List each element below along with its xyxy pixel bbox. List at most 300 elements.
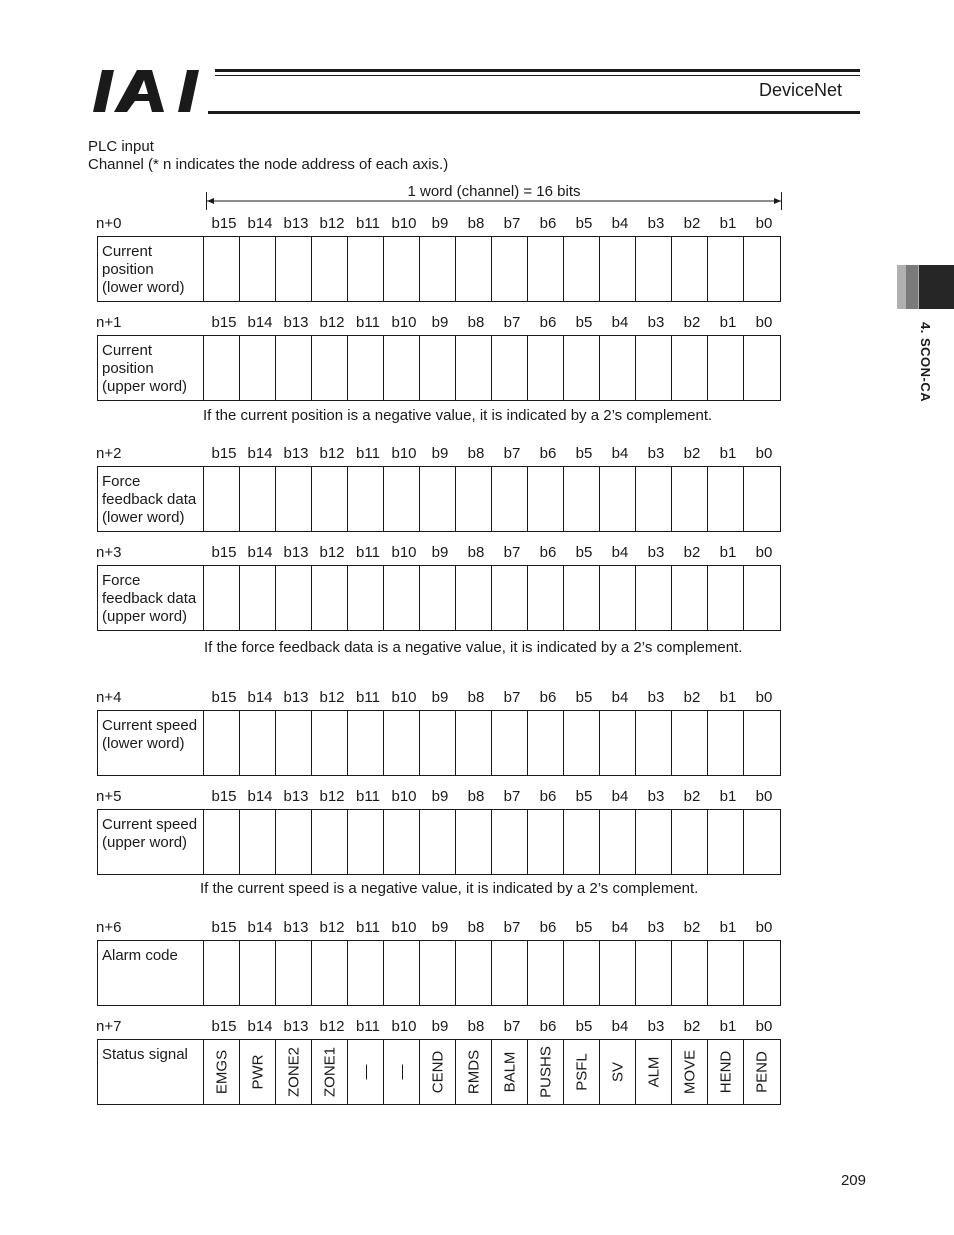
register-label: n+1	[96, 314, 122, 331]
bit-cell	[348, 566, 384, 630]
register-description-line: Current speed	[102, 717, 198, 734]
bit-label: b8	[467, 788, 485, 805]
bit-cell	[420, 467, 456, 531]
page-number: 209	[840, 1172, 866, 1189]
bit-label: b2	[683, 919, 701, 936]
bit-cell	[528, 566, 564, 630]
bit-label: b13	[283, 788, 309, 805]
bit-label: b10	[391, 445, 417, 462]
bit-cell	[744, 566, 780, 630]
bit-label: b13	[283, 544, 309, 561]
bit-label: b12	[319, 445, 345, 462]
bit-cell	[204, 1040, 240, 1104]
bit-cell	[420, 566, 456, 630]
bit-cell	[384, 336, 420, 400]
status-signal-label: MOVE	[681, 1049, 698, 1095]
bit-label: b4	[611, 544, 629, 561]
register-label: n+0	[96, 215, 122, 232]
bit-cell	[708, 467, 744, 531]
register-row	[97, 809, 781, 875]
bit-cell	[312, 566, 348, 630]
bit-label: b11	[356, 314, 380, 331]
register-description	[98, 336, 204, 400]
bit-cell	[204, 336, 240, 400]
bit-label: b8	[467, 919, 485, 936]
bit-cell	[384, 566, 420, 630]
bit-label: b0	[755, 544, 773, 561]
status-signal-label: EMGS	[213, 1049, 230, 1095]
register-description-line: Current	[102, 342, 153, 359]
bit-cell	[276, 941, 312, 1005]
bit-label: b2	[683, 314, 701, 331]
header-rule-thin	[215, 75, 860, 76]
bit-cell	[492, 1040, 528, 1104]
bit-cell	[456, 336, 492, 400]
bit-cell	[708, 336, 744, 400]
bit-label: b6	[539, 445, 557, 462]
status-signal-label: PEND	[753, 1051, 771, 1093]
bit-cell	[420, 1040, 456, 1104]
bit-cell	[276, 336, 312, 400]
bit-label: b13	[283, 689, 309, 706]
bit-cell	[672, 810, 708, 874]
bit-header-row	[206, 544, 782, 562]
bit-header-row	[206, 445, 782, 463]
bit-label: b0	[755, 445, 773, 462]
status-signal-label: SV	[609, 1061, 626, 1083]
bit-cell	[708, 566, 744, 630]
bit-cell	[744, 467, 780, 531]
bit-label: b0	[755, 1018, 773, 1035]
bit-cell	[528, 237, 564, 301]
bit-label: b14	[247, 689, 273, 706]
register-label: n+7	[96, 1018, 122, 1035]
bit-label: b10	[391, 788, 417, 805]
register-description-line: Status signal	[102, 1046, 188, 1063]
register-row	[97, 710, 781, 776]
bit-cell	[276, 467, 312, 531]
bit-cell	[276, 566, 312, 630]
bit-cell	[492, 336, 528, 400]
bit-header-row	[206, 215, 782, 233]
register-row	[97, 335, 781, 401]
bit-cell	[564, 1040, 600, 1104]
register-description-line: position	[102, 360, 154, 377]
status-signal-label: PUSHS	[537, 1046, 554, 1098]
bit-cell	[636, 237, 672, 301]
register-row	[97, 236, 781, 302]
bit-cell	[240, 467, 276, 531]
iai-logo	[92, 66, 212, 116]
bit-cell	[312, 711, 348, 775]
bit-cell	[312, 467, 348, 531]
bit-cell	[348, 237, 384, 301]
bit-cell	[492, 566, 528, 630]
bit-label: b7	[503, 544, 521, 561]
bit-cell	[600, 1040, 636, 1104]
bit-label: b1	[719, 215, 737, 232]
bit-cell	[600, 237, 636, 301]
bit-cell	[564, 566, 600, 630]
bit-label: b12	[319, 215, 345, 232]
bit-label: b14	[247, 544, 273, 561]
bit-cell	[348, 1040, 384, 1104]
bit-cell	[600, 941, 636, 1005]
bit-label: b11	[356, 788, 380, 805]
bit-cell	[420, 336, 456, 400]
bit-label: b6	[539, 544, 557, 561]
bit-label: b8	[467, 544, 485, 561]
bit-label: b11	[356, 689, 380, 706]
bit-label: b1	[719, 1018, 737, 1035]
bit-label: b9	[431, 445, 449, 462]
word-width-arrow	[206, 192, 782, 210]
chapter-tab-label: 4. SCON-CA	[918, 322, 933, 403]
bit-cell	[312, 1040, 348, 1104]
register-label: n+5	[96, 788, 122, 805]
bit-label: b10	[391, 314, 417, 331]
bit-label: b4	[611, 1018, 629, 1035]
bit-cell	[276, 711, 312, 775]
register-description	[98, 237, 204, 301]
bit-cell	[240, 1040, 276, 1104]
register-description	[98, 711, 204, 775]
bit-label: b5	[575, 919, 593, 936]
bit-label: b9	[431, 788, 449, 805]
bit-label: b14	[247, 314, 273, 331]
bit-cell	[672, 467, 708, 531]
bit-label: b3	[647, 314, 665, 331]
bit-label: b1	[719, 689, 737, 706]
bit-label: b5	[575, 1018, 593, 1035]
bit-header-row	[206, 314, 782, 332]
bit-label: b3	[647, 215, 665, 232]
register-description-line: feedback data	[102, 491, 197, 508]
register-description	[98, 941, 204, 1005]
bit-label: b9	[431, 1018, 449, 1035]
bit-label: b6	[539, 919, 557, 936]
status-signal-label: RMDS	[465, 1049, 482, 1095]
bit-label: b2	[683, 544, 701, 561]
bit-label: b11	[356, 215, 380, 232]
register-description-line: Current	[102, 243, 153, 260]
register-description-line: (lower word)	[102, 509, 185, 526]
bit-cell	[348, 810, 384, 874]
bit-label: b15	[211, 788, 237, 805]
bit-label: b11	[356, 445, 380, 462]
bit-cell	[456, 711, 492, 775]
bit-cell	[456, 237, 492, 301]
bit-cell	[528, 467, 564, 531]
bit-label: b11	[356, 544, 380, 561]
bit-cell	[672, 566, 708, 630]
bit-cell	[348, 336, 384, 400]
bit-label: b5	[575, 314, 593, 331]
bit-label: b2	[683, 689, 701, 706]
status-signal-label: ALM	[645, 1056, 662, 1088]
register-description-line: (lower word)	[102, 279, 185, 296]
bit-label: b7	[503, 919, 521, 936]
bit-label: b12	[319, 314, 345, 331]
bit-label: b12	[319, 1018, 345, 1035]
bit-cell	[528, 941, 564, 1005]
bit-cell	[492, 711, 528, 775]
bit-label: b7	[503, 1018, 521, 1035]
bit-label: b7	[503, 445, 521, 462]
bit-cell	[636, 1040, 672, 1104]
register-row	[97, 565, 781, 631]
bit-cell	[384, 237, 420, 301]
bit-cell	[600, 711, 636, 775]
register-label: n+6	[96, 919, 122, 936]
bit-label: b1	[719, 788, 737, 805]
bit-cell	[600, 566, 636, 630]
bit-cell	[240, 336, 276, 400]
bit-label: b10	[391, 215, 417, 232]
bit-cell	[636, 336, 672, 400]
bit-cell	[384, 941, 420, 1005]
bit-label: b5	[575, 689, 593, 706]
bit-label: b10	[391, 689, 417, 706]
bit-label: b13	[283, 215, 309, 232]
bit-cell	[312, 941, 348, 1005]
bit-cell	[708, 941, 744, 1005]
bit-cell	[564, 237, 600, 301]
bit-label: b4	[611, 919, 629, 936]
status-signal-label: CEND	[429, 1050, 446, 1094]
bit-label: b15	[211, 215, 237, 232]
bit-cell	[564, 336, 600, 400]
bit-label: b10	[391, 1018, 417, 1035]
bit-cell	[528, 1040, 564, 1104]
bit-cell	[672, 237, 708, 301]
bit-cell	[384, 810, 420, 874]
bit-cell	[528, 711, 564, 775]
bit-label: b3	[647, 689, 665, 706]
bit-label: b14	[247, 1018, 273, 1035]
bit-label: b14	[247, 788, 273, 805]
status-signal-label: PWR	[249, 1054, 266, 1090]
bit-label: b4	[611, 314, 629, 331]
bit-label: b1	[719, 314, 737, 331]
bit-label: b6	[539, 314, 557, 331]
bit-cell	[456, 566, 492, 630]
bit-cell	[420, 237, 456, 301]
bit-label: b5	[575, 788, 593, 805]
status-signal-label: ZONE1	[321, 1046, 338, 1098]
bit-label: b13	[283, 314, 309, 331]
bit-cell	[420, 941, 456, 1005]
bit-cell	[744, 237, 780, 301]
bit-label: b4	[611, 788, 629, 805]
register-row	[97, 466, 781, 532]
bit-cell	[240, 941, 276, 1005]
bit-label: b4	[611, 445, 629, 462]
bit-cell	[456, 1040, 492, 1104]
bit-label: b2	[683, 445, 701, 462]
bit-cell	[204, 566, 240, 630]
register-description-line: (upper word)	[102, 378, 188, 395]
bit-cell	[312, 810, 348, 874]
bit-cell	[636, 467, 672, 531]
bit-cell	[204, 237, 240, 301]
register-description-line: (upper word)	[102, 834, 188, 851]
bit-label: b14	[247, 215, 273, 232]
register-description-line: feedback data	[102, 590, 197, 607]
bit-label: b7	[503, 215, 521, 232]
bit-header-row	[206, 919, 782, 937]
bit-cell	[528, 336, 564, 400]
bit-label: b0	[755, 788, 773, 805]
bit-cell	[708, 810, 744, 874]
bit-label: b9	[431, 689, 449, 706]
bit-cell	[672, 711, 708, 775]
register-description	[98, 1040, 204, 1104]
bit-label: b7	[503, 788, 521, 805]
bit-cell	[384, 711, 420, 775]
bit-label: b15	[211, 445, 237, 462]
bit-label: b9	[431, 314, 449, 331]
bit-cell	[708, 237, 744, 301]
bit-label: b5	[575, 445, 593, 462]
register-description-line: (lower word)	[102, 735, 185, 752]
register-description	[98, 810, 204, 874]
word-width-label: 1 word (channel) = 16 bits	[407, 183, 581, 200]
bit-cell	[636, 941, 672, 1005]
bit-label: b3	[647, 445, 665, 462]
bit-label: b8	[467, 1018, 485, 1035]
bit-label: b7	[503, 689, 521, 706]
register-description	[98, 566, 204, 630]
bit-label: b8	[467, 314, 485, 331]
bit-label: b15	[211, 1018, 237, 1035]
status-signal-label: BALM	[501, 1051, 518, 1093]
bit-cell	[240, 810, 276, 874]
bit-label: b2	[683, 215, 701, 232]
bit-cell	[564, 810, 600, 874]
header-rule-top	[215, 69, 860, 72]
bit-label: b14	[247, 919, 273, 936]
status-signal-label: PSFL	[573, 1053, 590, 1091]
header-rule-bottom	[208, 111, 860, 114]
bit-label: b13	[283, 1018, 309, 1035]
bit-label: b3	[647, 1018, 665, 1035]
bit-label: b12	[319, 689, 345, 706]
bit-cell	[744, 711, 780, 775]
bit-cell	[744, 336, 780, 400]
bit-label: b6	[539, 788, 557, 805]
bit-label: b8	[467, 445, 485, 462]
bit-label: b11	[356, 1018, 380, 1035]
bit-label: b0	[755, 919, 773, 936]
side-tab-mid	[906, 265, 918, 309]
bit-cell	[600, 336, 636, 400]
note-speed: If the current speed is a negative value, it is indicated by a 2’s complement.	[200, 880, 699, 897]
register-description-line: Force	[102, 473, 141, 490]
bit-label: b15	[211, 919, 237, 936]
bit-label: b9	[431, 215, 449, 232]
bit-label: b13	[283, 919, 309, 936]
bit-label: b3	[647, 919, 665, 936]
bit-cell	[348, 467, 384, 531]
bit-cell	[528, 810, 564, 874]
register-label: n+3	[96, 544, 122, 561]
bit-label: b10	[391, 544, 417, 561]
bit-cell	[456, 941, 492, 1005]
bit-label: b9	[431, 919, 449, 936]
bit-label: b8	[467, 215, 485, 232]
bit-cell	[600, 810, 636, 874]
bit-label: b10	[391, 919, 417, 936]
bit-cell	[384, 467, 420, 531]
bit-cell	[708, 711, 744, 775]
bit-label: b3	[647, 544, 665, 561]
bit-cell	[672, 336, 708, 400]
bit-cell	[276, 237, 312, 301]
bit-label: b12	[319, 788, 345, 805]
bit-cell	[636, 810, 672, 874]
bit-cell	[672, 1040, 708, 1104]
bit-cell	[204, 467, 240, 531]
bit-label: b15	[211, 314, 237, 331]
bit-cell	[636, 711, 672, 775]
bit-cell	[456, 467, 492, 531]
bit-label: b9	[431, 544, 449, 561]
bit-label: b12	[319, 919, 345, 936]
register-description-line: Current speed	[102, 816, 198, 833]
register-label: n+2	[96, 445, 122, 462]
bit-label: b3	[647, 788, 665, 805]
intro-subtitle: Channel (* n indicates the node address of each axis.)	[88, 156, 449, 173]
register-description-line: (upper word)	[102, 608, 188, 625]
side-tab-dark	[919, 265, 954, 309]
bit-label: b14	[247, 445, 273, 462]
bit-cell	[420, 711, 456, 775]
register-row	[97, 1039, 781, 1105]
bit-cell	[636, 566, 672, 630]
bit-label: b6	[539, 1018, 557, 1035]
status-signal-label: ZONE2	[285, 1046, 302, 1098]
bit-label: b6	[539, 689, 557, 706]
bit-label: b1	[719, 445, 737, 462]
bit-cell	[456, 810, 492, 874]
bit-cell	[744, 1040, 780, 1104]
bit-cell	[492, 810, 528, 874]
bit-label: b8	[467, 689, 485, 706]
bit-cell	[204, 711, 240, 775]
bit-label: b5	[575, 215, 593, 232]
bit-cell	[708, 1040, 744, 1104]
bit-cell	[312, 237, 348, 301]
bit-cell	[276, 1040, 312, 1104]
bit-label: b0	[755, 314, 773, 331]
section-title: DeviceNet	[758, 80, 842, 100]
bit-cell	[276, 810, 312, 874]
bit-cell	[348, 711, 384, 775]
register-label: n+4	[96, 689, 122, 706]
bit-label: b1	[719, 544, 737, 561]
bit-label: b4	[611, 689, 629, 706]
bit-header-row	[206, 1018, 782, 1036]
bit-label: b1	[719, 919, 737, 936]
intro-title: PLC input	[88, 138, 154, 155]
bit-cell	[492, 237, 528, 301]
bit-label: b15	[211, 544, 237, 561]
bit-label: b2	[683, 1018, 701, 1035]
bit-label: b12	[319, 544, 345, 561]
bit-cell	[492, 467, 528, 531]
bit-label: b4	[611, 215, 629, 232]
